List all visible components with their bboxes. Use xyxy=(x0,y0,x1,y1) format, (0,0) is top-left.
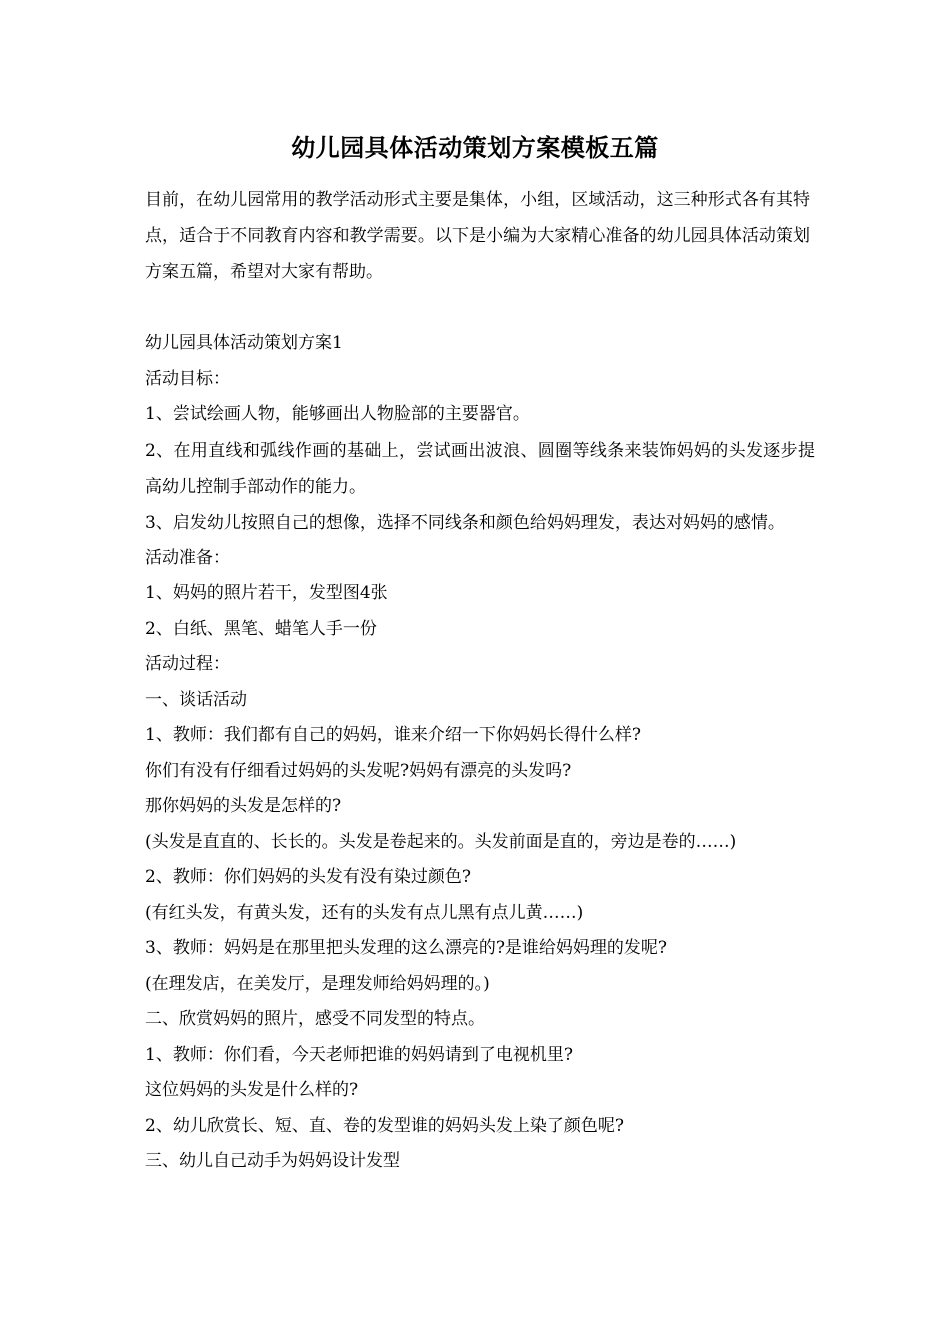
paragraph-line: (有红头发，有黄头发，还有的头发有点儿黑有点儿黄……) xyxy=(145,902,584,923)
subheading-process: 活动过程： xyxy=(145,654,230,674)
paragraph-line: 1、尝试绘画人物，能够画出人物脸部的主要器官。 xyxy=(145,404,530,424)
subheading-goals: 活动目标： xyxy=(145,368,230,389)
paragraph-line: 2、幼儿欣赏长、短、直、卷的发型谁的妈妈头发上染了颜色呢? xyxy=(145,1115,624,1136)
subheading-preparation: 活动准备： xyxy=(145,547,230,568)
document-body xyxy=(145,326,815,1180)
paragraph-line: (在理发店，在美发厅，是理发师给妈妈理的。) xyxy=(145,973,490,994)
paragraph-line: 1、教师：你们看，今天老师把谁的妈妈请到了电视机里? xyxy=(145,1044,573,1065)
paragraph-line: 二、欣赏妈妈的照片，感受不同发型的特点。 xyxy=(145,1009,485,1029)
paragraph-line: 你们有没有仔细看过妈妈的头发呢?妈妈有漂亮的头发吗? xyxy=(145,760,572,781)
paragraph-line: 2、白纸、黑笔、蜡笔人手一份 xyxy=(145,618,377,639)
paragraph-line: 3、启发幼儿按照自己的想像，选择不同线条和颜色给妈妈理发，表达对妈妈的感情。 xyxy=(145,512,785,533)
intro-paragraph: 目前，在幼儿园常用的教学活动形式主要是集体，小组，区域活动，这三种形式各有其特点，适合于不同教育内容和教学需要。以下是小编为大家精心准备的幼儿园具体活动策划方案五篇，希望对大家有帮助。 xyxy=(145,190,810,282)
paragraph-line: 2、教师：你们妈妈的头发有没有染过颜色? xyxy=(145,867,471,887)
paragraph-line: 2、在用直线和弧线作画的基础上，尝试画出波浪、圆圈等线条来装饰妈妈的头发逐步提高幼儿控制手部动作的能力。 xyxy=(145,440,815,497)
paragraph-line: (头发是直直的、长长的。头发是卷起来的。头发前面是直的，旁边是卷的……) xyxy=(145,831,737,852)
paragraph-line: 这位妈妈的头发是什么样的? xyxy=(145,1080,359,1100)
paragraph-line: 3、教师：妈妈是在那里把头发理的这么漂亮的?是谁给妈妈理的发呢? xyxy=(145,938,668,958)
paragraph-line: 1、教师：我们都有自己的妈妈，谁来介绍一下你妈妈长得什么样? xyxy=(145,725,641,745)
section-heading: 幼儿园具体活动策划方案1 xyxy=(145,333,343,353)
paragraph-line: 那你妈妈的头发是怎样的? xyxy=(145,796,342,816)
paragraph-line: 三、幼儿自己动手为妈妈设计发型 xyxy=(145,1151,400,1171)
paragraph-line: 一、谈话活动 xyxy=(145,689,247,710)
document-title: 幼儿园具体活动策划方案模板五篇 xyxy=(291,133,659,162)
paragraph-line: 1、妈妈的照片若干，发型图4张 xyxy=(145,583,388,603)
